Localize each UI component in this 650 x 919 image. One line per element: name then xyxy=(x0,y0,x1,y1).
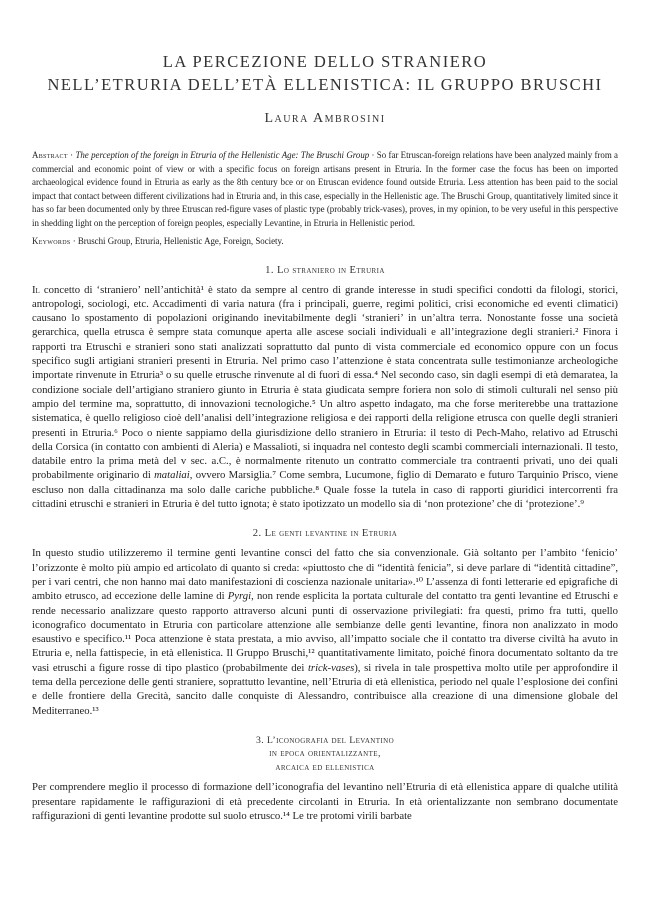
abstract-separator: · xyxy=(67,150,76,160)
article-title xyxy=(32,50,618,96)
abstract-label: Abstract xyxy=(32,150,68,160)
keywords-label: Keywords xyxy=(32,235,71,246)
abstract-title: The perception of the foreign in Etruria of the Hellenistic Age: The Bruschi Group xyxy=(75,150,370,160)
section-3-heading: 3. L’iconografia del Levantino in epoca orientalizzante, arcaica ed ellenistica xyxy=(255,734,395,773)
section-2-heading: 2. Le genti levantine in Etruria xyxy=(252,528,398,540)
keywords-text: · Bruschi Group, Etruria, Hellenistic Age, Foreign, Society. xyxy=(70,235,284,246)
author-name: Laura Ambrosini xyxy=(264,111,386,126)
title-line-2: NELL’ETRURIA DELL’ETÀ ELLENISTICA: IL GRUPPO BRUSCHI xyxy=(47,75,603,94)
abstract-text: · So far Etruscan-foreign relations have been analyzed mainly from a commercial and economic point of view or with a specific focus on foreign artisans present in Etruria. In the former case the focus has been on imported archaeological evidence found in Etruria as early as the 8th century bce or on Etruscan evidence found outside Etruria. Less attention has been paid to the social impact that contact between different civilizations had in Etruria and, in this case, especially in the Hellenistic age. The Bruschi Group, quantitatively limited since it has so far been documented only by three Etruscan red-figure vases of plastic type (probably trick-vases), proves, in my opinion, to be very useful in this perspective in shedding light on the perception of foreign peoples, especially Levantine, in Etruria in Hellenistic period. xyxy=(32,150,618,228)
section-3-paragraph: Per comprendere meglio il processo di formazione dell’iconografia del levantino nell’Etruria di età ellenistica appare di qualche utilità presentare rapidamente le raffigurazioni di età precedente circolanti in Etruria. In età orientalizzante non sembrano documentate raffigurazioni di genti levantine prodotte sul suolo etrusco.¹⁴ Le tre protomi virili barbate xyxy=(32,781,618,822)
section-1-heading: 1. Lo straniero in Etruria xyxy=(265,264,385,276)
abstract xyxy=(32,149,618,231)
article-page xyxy=(32,0,618,823)
section-1-paragraph: Il concetto di ‘straniero’ nell’antichità¹ è stato da sempre al centro di grande interesse in studi specifici condotti da filologi, storici, antropologi, sociologi, etc. Accadimenti di varia natura (fra i principali, guerre, regimi politici, crisi economiche ed eventi climatici) causano lo spostamento di popolazioni originando inevitabilmente degli ‘stranieri’ in un’altra terra. Nonostante fosse una società gerarchica, quella etrusca è sempre stata comunque aperta alle ascese sociali individuali e all’integrazione degli stranieri.² Finora i rapporti tra Etruschi e stranieri sono stati analizzati soprattutto dal punto di vista commerciale ed economico oppure con un focus specifico sugli artigiani stranieri presenti in Etruria. Nel primo caso l’attenzione è stata concentrata sulle testimonianze archeologiche importate rinvenute in Etruria³ o su quelle etrusche rinvenute al di fuori di essa.⁴ Nel secondo caso, sin dagli esempi di età demaratea, la condizione sociale dell’artigiano straniero giunto in Etruria è stata giudicata sempre foriera non solo di stimoli culturali nel senso più ampio del termine ma, soprattutto, di innovazioni tecnologiche.⁵ Un altro aspetto indagato, ma che forse meriterebbe una trattazione sistematica, è quello religioso cioè dell’analisi dell’integrazione religiosa e dei rapporti della religione etrusca con quelle degli stranieri presenti in Etruria.⁶ Poco o niente sappiamo della giurisdizione dello straniero in Etruria: il testo di Pech-Maho, relativo ad Etruschi della Corsica (in contatto con ambienti di Aleria) e Massalioti, si inquadra nel contesto degli scambi commerciali internazionali. Il testo, databile entro la prima metà del v sec. a.C., è normalmente ritenuto un contratto commerciale tra contraenti privati, uno dei quali probabilmente originario di mataliai, ovvero Marsiglia.⁷ Come sembra, Lucumone, figlio di Demarato e futuro Tarquinio Prisco, viene escluso non dalla cittadinanza ma solo dalle cariche pubbliche.⁸ Quale fosse la tutela in caso di rapporti giuridici intercorrenti fra cittadini etruschi e stranieri in Etruria è del tutto ignota; è stato ipotizzato un modello sia di ‘non protezione’ che di ‘protezione’.⁹ xyxy=(32,283,618,511)
section-1-lead: Il xyxy=(32,283,40,296)
keywords xyxy=(32,235,618,248)
section-2-paragraph: In questo studio utilizzeremo il termine genti levantine consci del fatto che sia convenzionale. Già soltanto per l’ambito ‘fenicio’ l’orizzonte è molto più ampio ed articolato di quanto si creda: «piuttosto che di “identità fenicia”, si deve parlare di “identità cittadine”, per i vari centri, che non hanno mai dato manifestazioni di coscienza nazionale unitaria».¹⁰ L’assenza di fonti letterarie ed epigrafiche di ambito etrusco, ad eccezione delle lamine di Pyrgi, non rende esplicita la portata culturale del contatto tra genti levantine ed Etruschi e rende necessario analizzare questo rapporto attraverso alcuni punti di osservazione privilegiati: fra questi, primo fra tutti, quello iconografico documentato in Etruria con particolare attenzione alle sembianze delle genti levantine, finora non analizzato in modo esaustivo e specifico.¹¹ Poca attenzione è stata prestata, a mio avviso, all’impatto sociale che il contatto tra diverse civiltà ha avuto in Etruria e, nella fattispecie, in età ellenistica. Il Gruppo Bruschi,¹² quantitativamente limitato, poiché finora documentato soltanto da tre vasi etruschi a figure rosse di tipo plastico (probabilmente dei trick-vases), si rivela in tale prospettiva molto utile per approfondire il tema della percezione delle genti straniere, soprattutto levantine, nell’Etruria di età ellenistica, periodo nel quale l’esplosione dei confini e delle frontiere della Grecità, sancito dalle conquiste di Alessandro, contribuisce alla creazione di una dimensione globale del Mediterraneo.¹³ xyxy=(32,547,618,717)
title-line-1: LA PERCEZIONE DELLO STRANIERO xyxy=(162,52,488,71)
